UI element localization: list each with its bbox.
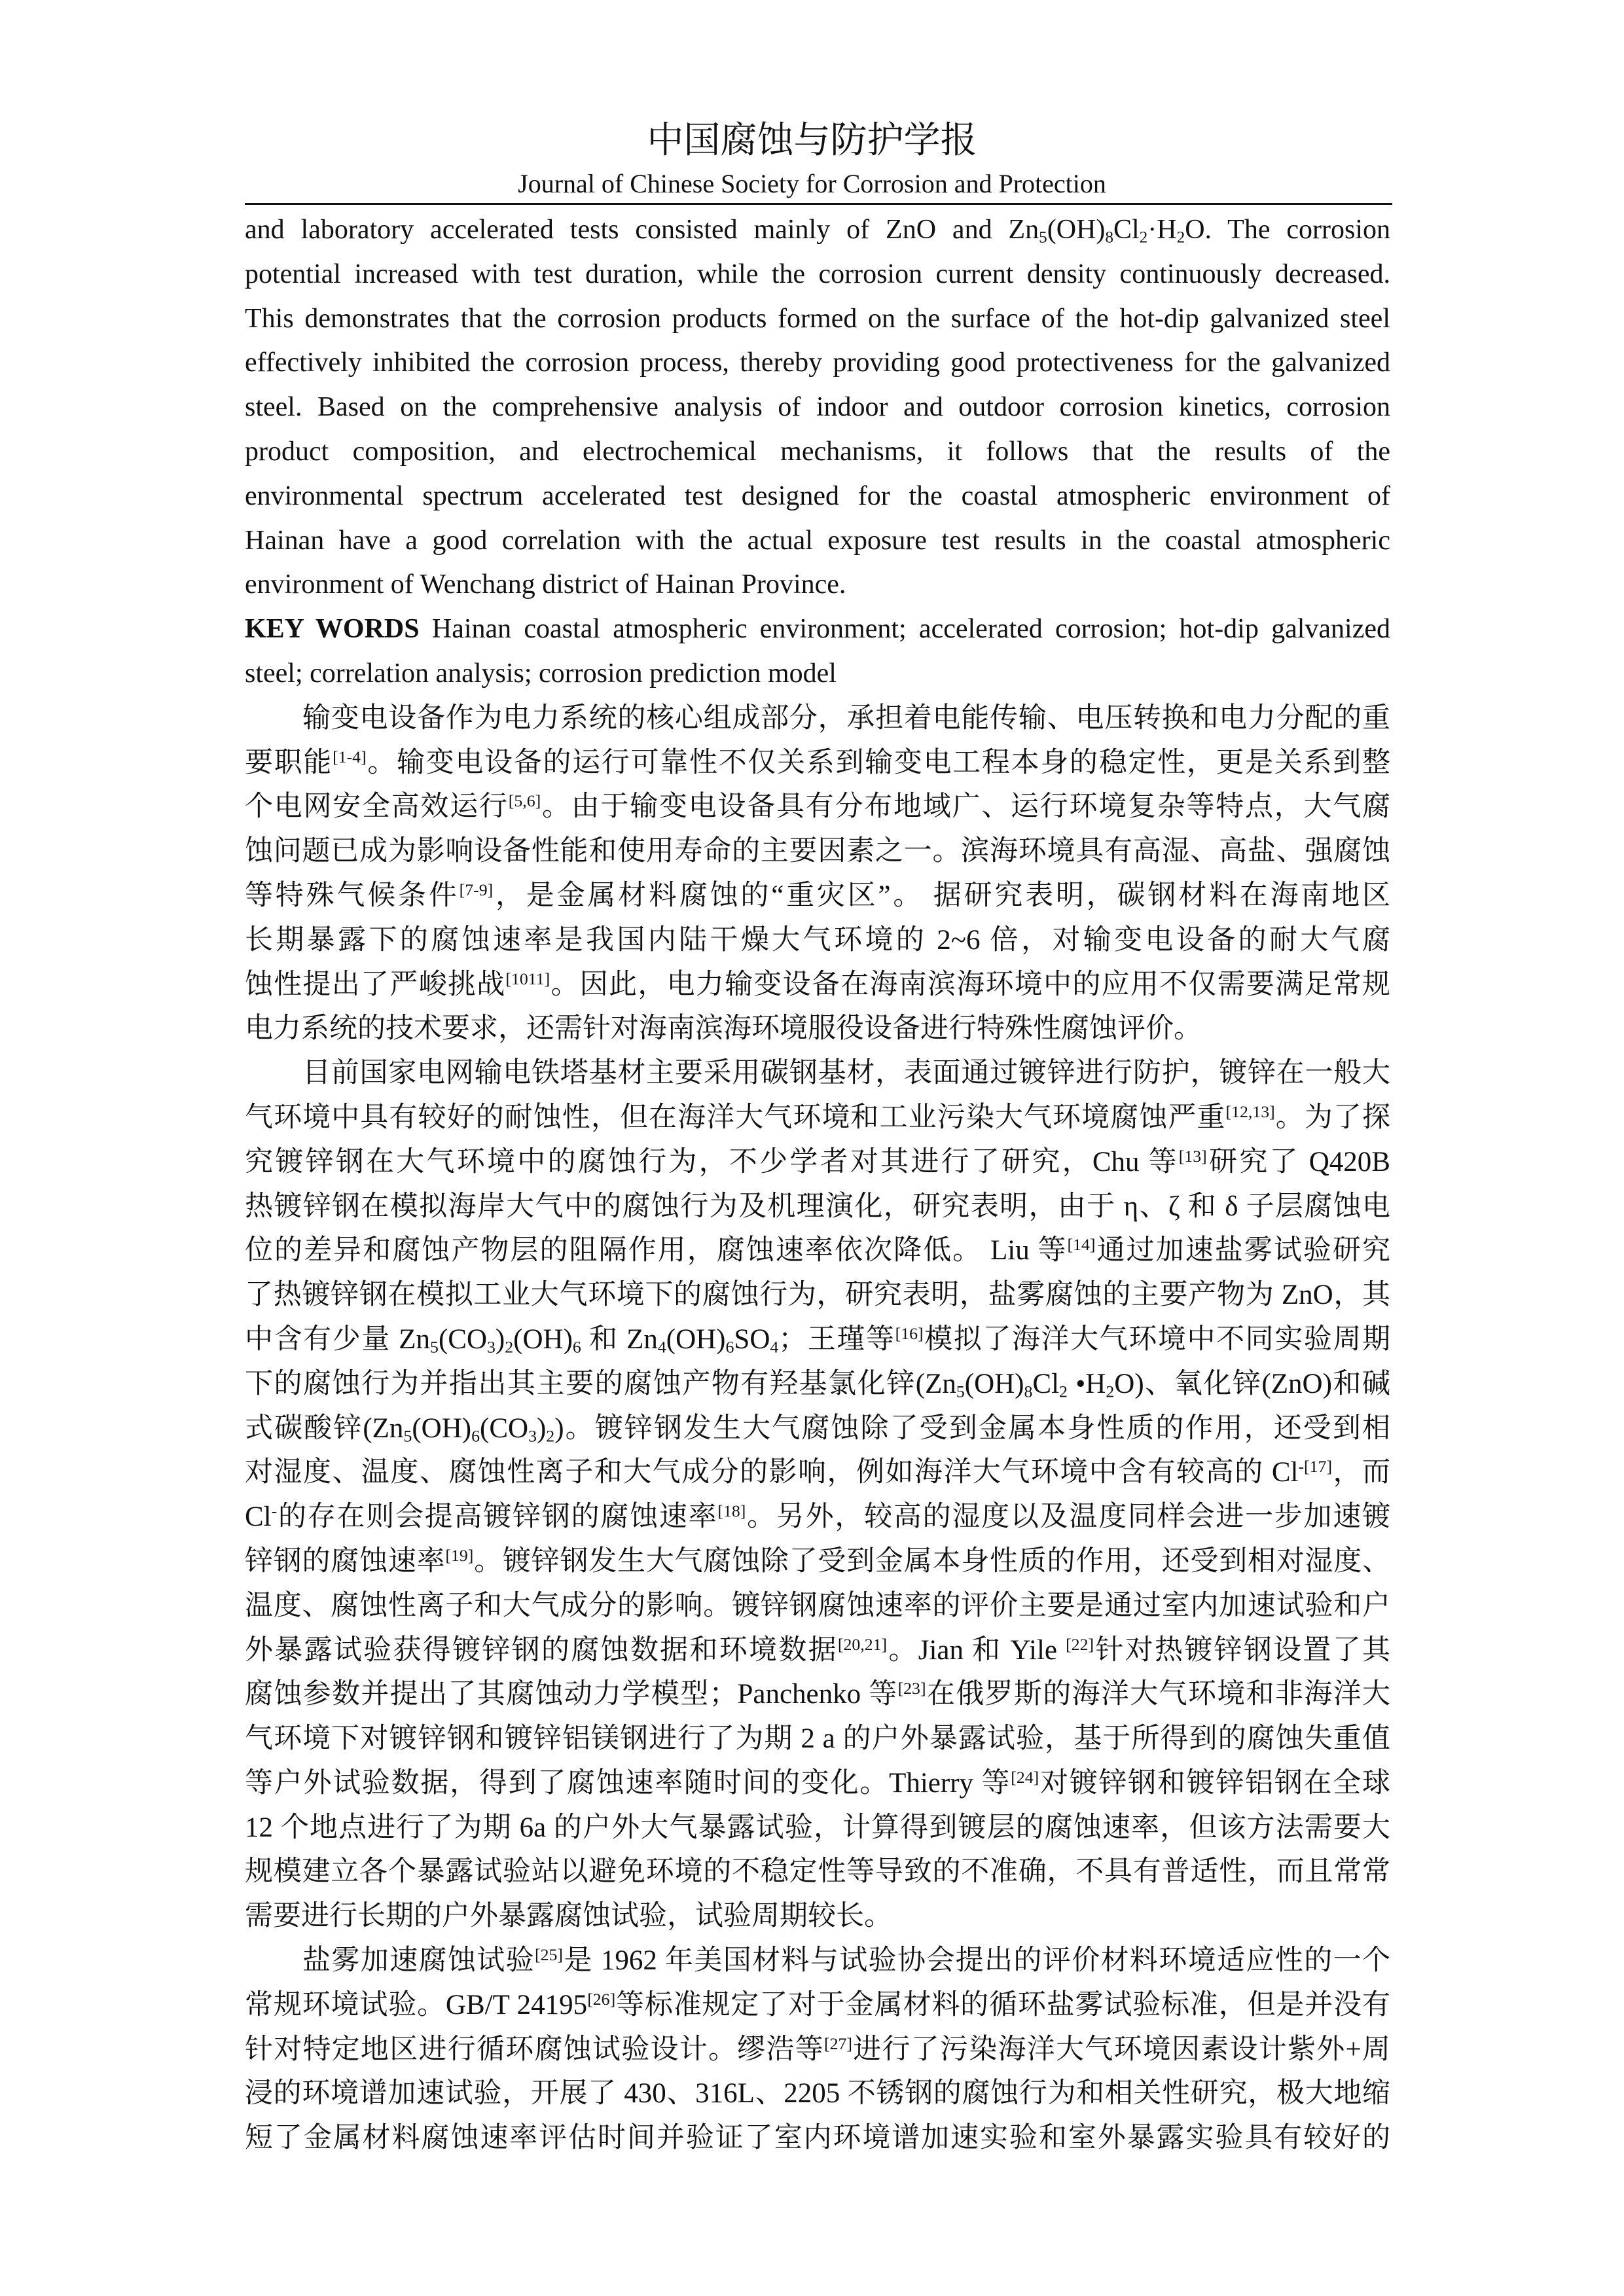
abstract-line: environmental spectrum accelerated test designed for the coastal atmospheric environment of <box>245 480 1390 511</box>
paragraph <box>245 1051 1390 1939</box>
abstract-line: steel. Based on the comprehensive analysis of indoor and outdoor corrosion kinetics, corrosion <box>245 392 1390 423</box>
paragraph-line: Cl-的存在则会提高镀锌钢的腐蚀速率[18]。另外，较高的湿度以及温度同样会进一步加速镀 <box>245 1501 1391 1533</box>
abstract-line: environment of Wenchang district of Hainan Province. <box>245 569 846 600</box>
paragraph-line: 了热镀锌钢在模拟工业大气环境下的腐蚀行为，研究表明，盐雾腐蚀的主要产物为 ZnO，其 <box>245 1280 1390 1311</box>
paragraph-line: 12 个地点进行了为期 6a 的户外大气暴露试验，计算得到镀层的腐蚀速率，但该方法需要大 <box>245 1812 1390 1843</box>
paragraph-line: 腐蚀参数并提出了其腐蚀动力学模型；Panchenko 等[23]在俄罗斯的海洋大气环境和非海洋大 <box>245 1679 1391 1710</box>
abstract-line: effectively inhibited the corrosion process, thereby providing good protectiveness for the galvanized <box>245 348 1390 378</box>
keywords-line: KEY WORDS Hainan coastal atmospheric environment; accelerated corrosion; hot-dip galvanized <box>245 614 1390 645</box>
journal-title-english: Journal of Chinese Society for Corrosion and Protection <box>518 169 1106 198</box>
abstract-line: and laboratory accelerated tests consisted mainly of ZnO and $Zn_5(OH)_8Cl_2\cdot H_2O$. The corrosion <box>245 215 1391 247</box>
paragraph-line: 气环境中具有较好的耐蚀性，但在海洋大气环境和工业污染大气环境腐蚀严重[12,13]。为了探 <box>245 1102 1391 1133</box>
abstract-line: product composition, and electrochemical mechanisms, it follows that the results of the <box>245 436 1390 467</box>
main-text <box>245 696 1390 2161</box>
paragraph-line: 对湿度、温度、腐蚀性离子和大气成分的影响，例如海洋大气环境中含有较高的 $Cl^{-[17]}$，而 <box>245 1457 1390 1488</box>
paragraph-line: 规模建立各个暴露试验站以避免环境的不稳定性等导致的不准确，不具有普适性，而且常常 <box>245 1856 1390 1888</box>
paragraph-line: 外暴露试验获得镀锌钢的腐蚀数据和环境数据[20,21]。Jian 和 Yile [22]针对热镀锌钢设置了其 <box>245 1634 1391 1666</box>
paragraph-line: 盐雾加速腐蚀试验[25]是 1962 年美国材料与试验协会提出的评价材料环境适应性的一个 <box>302 1945 1391 1977</box>
paragraph-line: 下的腐蚀行为并指出其主要的腐蚀产物有羟基氯化锌($Zn_5(OH)_8Cl_2$ $•H_2O$)、氧化锌(ZnO)和碱 <box>245 1368 1390 1401</box>
paragraph-line: 要职能[1-4]。输变电设备的运行可靠性不仅关系到输变电工程本身的稳定性，更是关系到整 <box>245 747 1391 778</box>
journal-title-chinese: 中国腐蚀与防护学报 <box>647 120 977 161</box>
keywords <box>245 607 1390 696</box>
paragraph-line: 需要进行长期的户外暴露腐蚀试验，试验周期较长。 <box>245 1901 892 1932</box>
abstract-line: potential increased with test duration, while the corrosion current density continuously decreased. <box>245 259 1390 289</box>
page-body <box>245 208 1390 2161</box>
paragraph-line: 位的差异和腐蚀产物层的阻隔作用，腐蚀速率依次降低。 Liu 等[14]通过加速盐雾试验研究 <box>245 1235 1391 1266</box>
keywords-line: steel; correlation analysis; corrosion prediction model <box>245 658 837 689</box>
keywords-label: KEY WORDS <box>245 614 420 645</box>
paragraph-line: 蚀性提出了严峻挑战[1011]。因此，电力输变设备在海南滨海环境中的应用不仅需要满足常规 <box>245 969 1391 1000</box>
paragraph-line: 短了金属材料腐蚀速率评估时间并验证了室内环境谱加速实验和室外暴露实验具有较好的 <box>245 2123 1390 2154</box>
paragraph-line: 锌钢的腐蚀速率[19]。镀锌钢发生大气腐蚀除了受到金属本身性质的作用，还受到相对湿度、 <box>245 1545 1391 1577</box>
paragraph-line: 热镀锌钢在模拟海岸大气中的腐蚀行为及机理演化，研究表明，由于 η、ζ 和 δ 子层腐蚀电 <box>245 1191 1390 1222</box>
paragraph <box>245 696 1390 1051</box>
paragraph-line: 长期暴露下的腐蚀速率是我国内陆干燥大气环境的 2~6 倍，对输变电设备的耐大气腐 <box>245 924 1390 956</box>
paragraph <box>245 1939 1390 2161</box>
paragraph-line: 针对特定地区进行循环腐蚀试验设计。缪浩等[27]进行了污染海洋大气环境因素设计紫外+周 <box>245 2034 1390 2065</box>
paragraph-line: 蚀问题已成为影响设备性能和使用寿命的主要因素之一。滨海环境具有高湿、高盐、强腐蚀 <box>245 836 1390 867</box>
paragraph-line: 中含有少量 $Zn_5(CO_3)_2(OH)_6$ 和 $Zn_4(OH)_6SO_4$；王瑾等[16]模拟了海洋大气环境中不同实验周期 <box>245 1323 1391 1357</box>
paragraph-line: 气环境下对镀锌钢和镀锌铝镁钢进行了为期 2 a 的户外暴露试验，基于所得到的腐蚀失重值 <box>245 1723 1390 1755</box>
paragraph-line: 等特殊气候条件[7-9]，是金属材料腐蚀的“重灾区”。 据研究表明，碳钢材料在海南地区 <box>245 880 1391 911</box>
abstract-line: Hainan have a good correlation with the actual exposure test results in the coastal atmospheric <box>245 525 1390 556</box>
paragraph-line: 电力系统的技术要求，还需针对海南滨海环境服役设备进行特殊性腐蚀评价。 <box>245 1013 1202 1045</box>
paragraph-line: 式碳酸锌$(Zn_5(OH)_6(CO_3)_2)$。镀锌钢发生大气腐蚀除了受到金属本身性质的作用，还受到相 <box>245 1412 1390 1445</box>
paragraph-line: 常规环境试验。GB/T 24195[26]等标准规定了对于金属材料的循环盐雾试验标准，但是并没有 <box>245 1989 1391 2020</box>
paragraph-line: 等户外试验数据，得到了腐蚀速率随时间的变化。Thierry 等[24]对镀锌钢和镀锌铝钢在全球 <box>245 1767 1391 1799</box>
paragraph-line: 输变电设备作为电力系统的核心组成部分，承担着电能传输、电压转换和电力分配的重 <box>302 702 1390 734</box>
abstract-line: This demonstrates that the corrosion products formed on the surface of the hot-dip galvanized steel <box>245 303 1390 334</box>
paragraph-line: 浸的环境谱加速试验，开展了 430、316L、2205 不锈钢的腐蚀行为和相关性研究，极大地缩 <box>245 2078 1390 2109</box>
paragraph-line: 目前国家电网输电铁塔基材主要采用碳钢基材，表面通过镀锌进行防护，镀锌在一般大 <box>302 1058 1390 1089</box>
abstract <box>245 208 1390 607</box>
paragraph-line: 究镀锌钢在大气环境中的腐蚀行为，不少学者对其进行了研究，Chu 等[13]研究了 Q420B <box>245 1146 1390 1177</box>
paragraph-line: 温度、腐蚀性离子和大气成分的影响。镀锌钢腐蚀速率的评价主要是通过室内加速试验和户 <box>245 1590 1390 1621</box>
paragraph-line: 个电网安全高效运行[5,6]。由于输变电设备具有分布地域广、运行环境复杂等特点，大气腐 <box>245 791 1391 823</box>
header-divider <box>245 203 1392 205</box>
